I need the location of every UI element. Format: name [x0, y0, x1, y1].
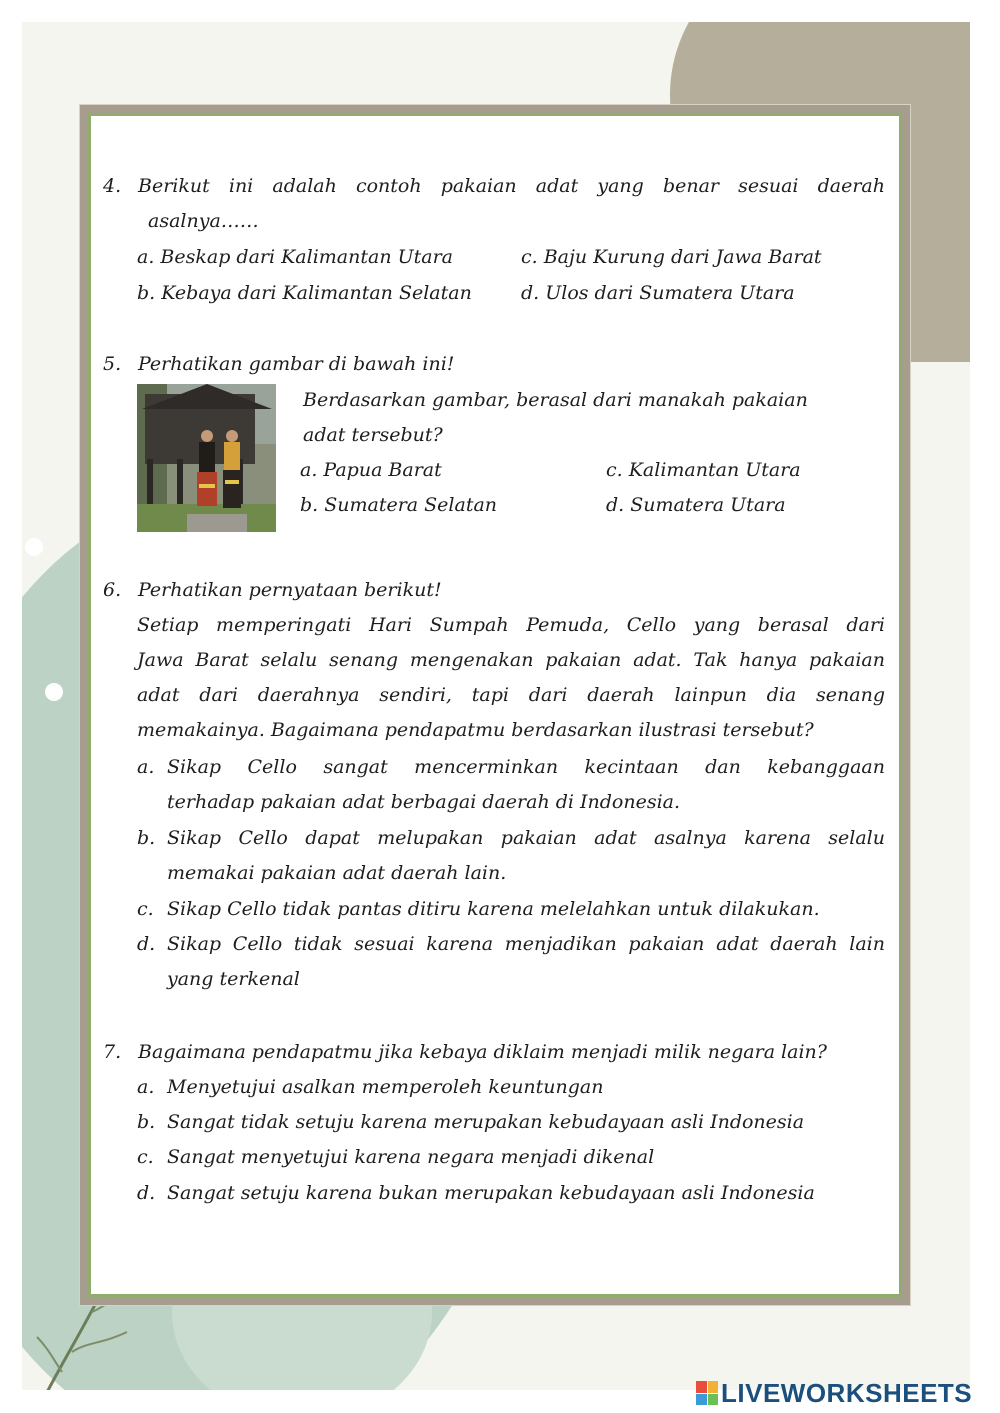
q4-question: Berikut ini adalah contoh pakaian adat yang benar sesuai daerah	[138, 175, 885, 197]
q4-number: 4.	[103, 175, 122, 197]
q6-instruction: Perhatikan pernyataan berikut!	[138, 579, 442, 601]
q7-question: Bagaimana pendapatmu jika kebaya diklaim menjadi milik negara lain?	[138, 1041, 827, 1063]
q6-option-b-cont[interactable]: memakai pakaian adat daerah lain.	[167, 862, 507, 884]
q6-option-d[interactable]: Sikap Cello tidak sesuai karena menjadikan pakaian adat daerah lain	[167, 933, 885, 955]
q6-option-c-label[interactable]: c.	[137, 898, 154, 920]
q6-option-b[interactable]: Sikap Cello dapat melupakan pakaian adat asalnya karena selalu	[167, 827, 885, 849]
q6-paragraph-line: Setiap memperingati Hari Sumpah Pemuda, Cello yang berasal dari	[137, 614, 885, 636]
q7-option-c-label[interactable]: c.	[137, 1146, 154, 1168]
q6-option-d-label[interactable]: d.	[137, 933, 156, 955]
q6-number: 6.	[103, 579, 122, 601]
q7-option-c[interactable]: Sangat menyetujui karena negara menjadi dikenal	[167, 1146, 655, 1168]
q5-option-b[interactable]: b. Sumatera Selatan	[300, 494, 498, 516]
q5-question-cont: adat tersebut?	[303, 424, 443, 446]
q5-option-a[interactable]: a. Papua Barat	[300, 459, 442, 481]
q7-option-a[interactable]: Menyetujui asalkan memperoleh keuntungan	[167, 1076, 604, 1098]
q4-option-c[interactable]: c. Baju Kurung dari Jawa Barat	[521, 246, 822, 268]
q4-option-b[interactable]: b. Kebaya dari Kalimantan Selatan	[137, 282, 472, 304]
q5-option-c[interactable]: c. Kalimantan Utara	[606, 459, 801, 481]
liveworksheets-logo	[696, 1378, 972, 1408]
logo-icon	[696, 1381, 718, 1405]
q6-option-b-label[interactable]: b.	[137, 827, 156, 849]
q6-paragraph-line: adat dari daerahnya sendiri, tapi dari daerah lainpun dia senang	[137, 684, 885, 706]
q7-option-d-label[interactable]: d.	[137, 1182, 156, 1204]
q7-option-b[interactable]: Sangat tidak setuju karena merupakan kebudayaan asli Indonesia	[167, 1111, 805, 1133]
q7-option-d[interactable]: Sangat setuju karena bukan merupakan kebudayaan asli Indonesia	[167, 1182, 815, 1204]
q5-option-d[interactable]: d. Sumatera Utara	[606, 494, 786, 516]
q5-question: Berdasarkan gambar, berasal dari manakah pakaian	[303, 389, 808, 411]
q4-option-a[interactable]: a. Beskap dari Kalimantan Utara	[137, 246, 453, 268]
q6-option-d-cont[interactable]: yang terkenal	[167, 968, 300, 990]
q6-option-c[interactable]: Sikap Cello tidak pantas ditiru karena melelahkan untuk dilakukan.	[167, 898, 820, 920]
q4-question-cont: asalnya……	[148, 210, 259, 232]
q4-option-d[interactable]: d. Ulos dari Sumatera Utara	[521, 282, 795, 304]
q7-option-a-label[interactable]: a.	[137, 1076, 155, 1098]
q6-option-a-label[interactable]: a.	[137, 756, 155, 778]
q6-paragraph-line: Jawa Barat selalu senang mengenakan pakaian adat. Tak hanya pakaian	[137, 649, 885, 671]
logo-text: LIVEWORKSHEETS	[721, 1377, 973, 1408]
q5-instruction: Perhatikan gambar di bawah ini!	[138, 353, 455, 375]
q6-option-a-cont[interactable]: terhadap pakaian adat berbagai daerah di Indonesia.	[167, 791, 681, 813]
q6-paragraph-line: memakainya. Bagaimana pendapatmu berdasarkan ilustrasi tersebut?	[137, 719, 814, 741]
q7-number: 7.	[103, 1041, 122, 1063]
q7-option-b-label[interactable]: b.	[137, 1111, 156, 1133]
q6-option-a[interactable]: Sikap Cello sangat mencerminkan kecintaan dan kebanggaan	[167, 756, 885, 778]
traditional-costume-photo	[137, 384, 276, 532]
q5-number: 5.	[103, 353, 122, 375]
